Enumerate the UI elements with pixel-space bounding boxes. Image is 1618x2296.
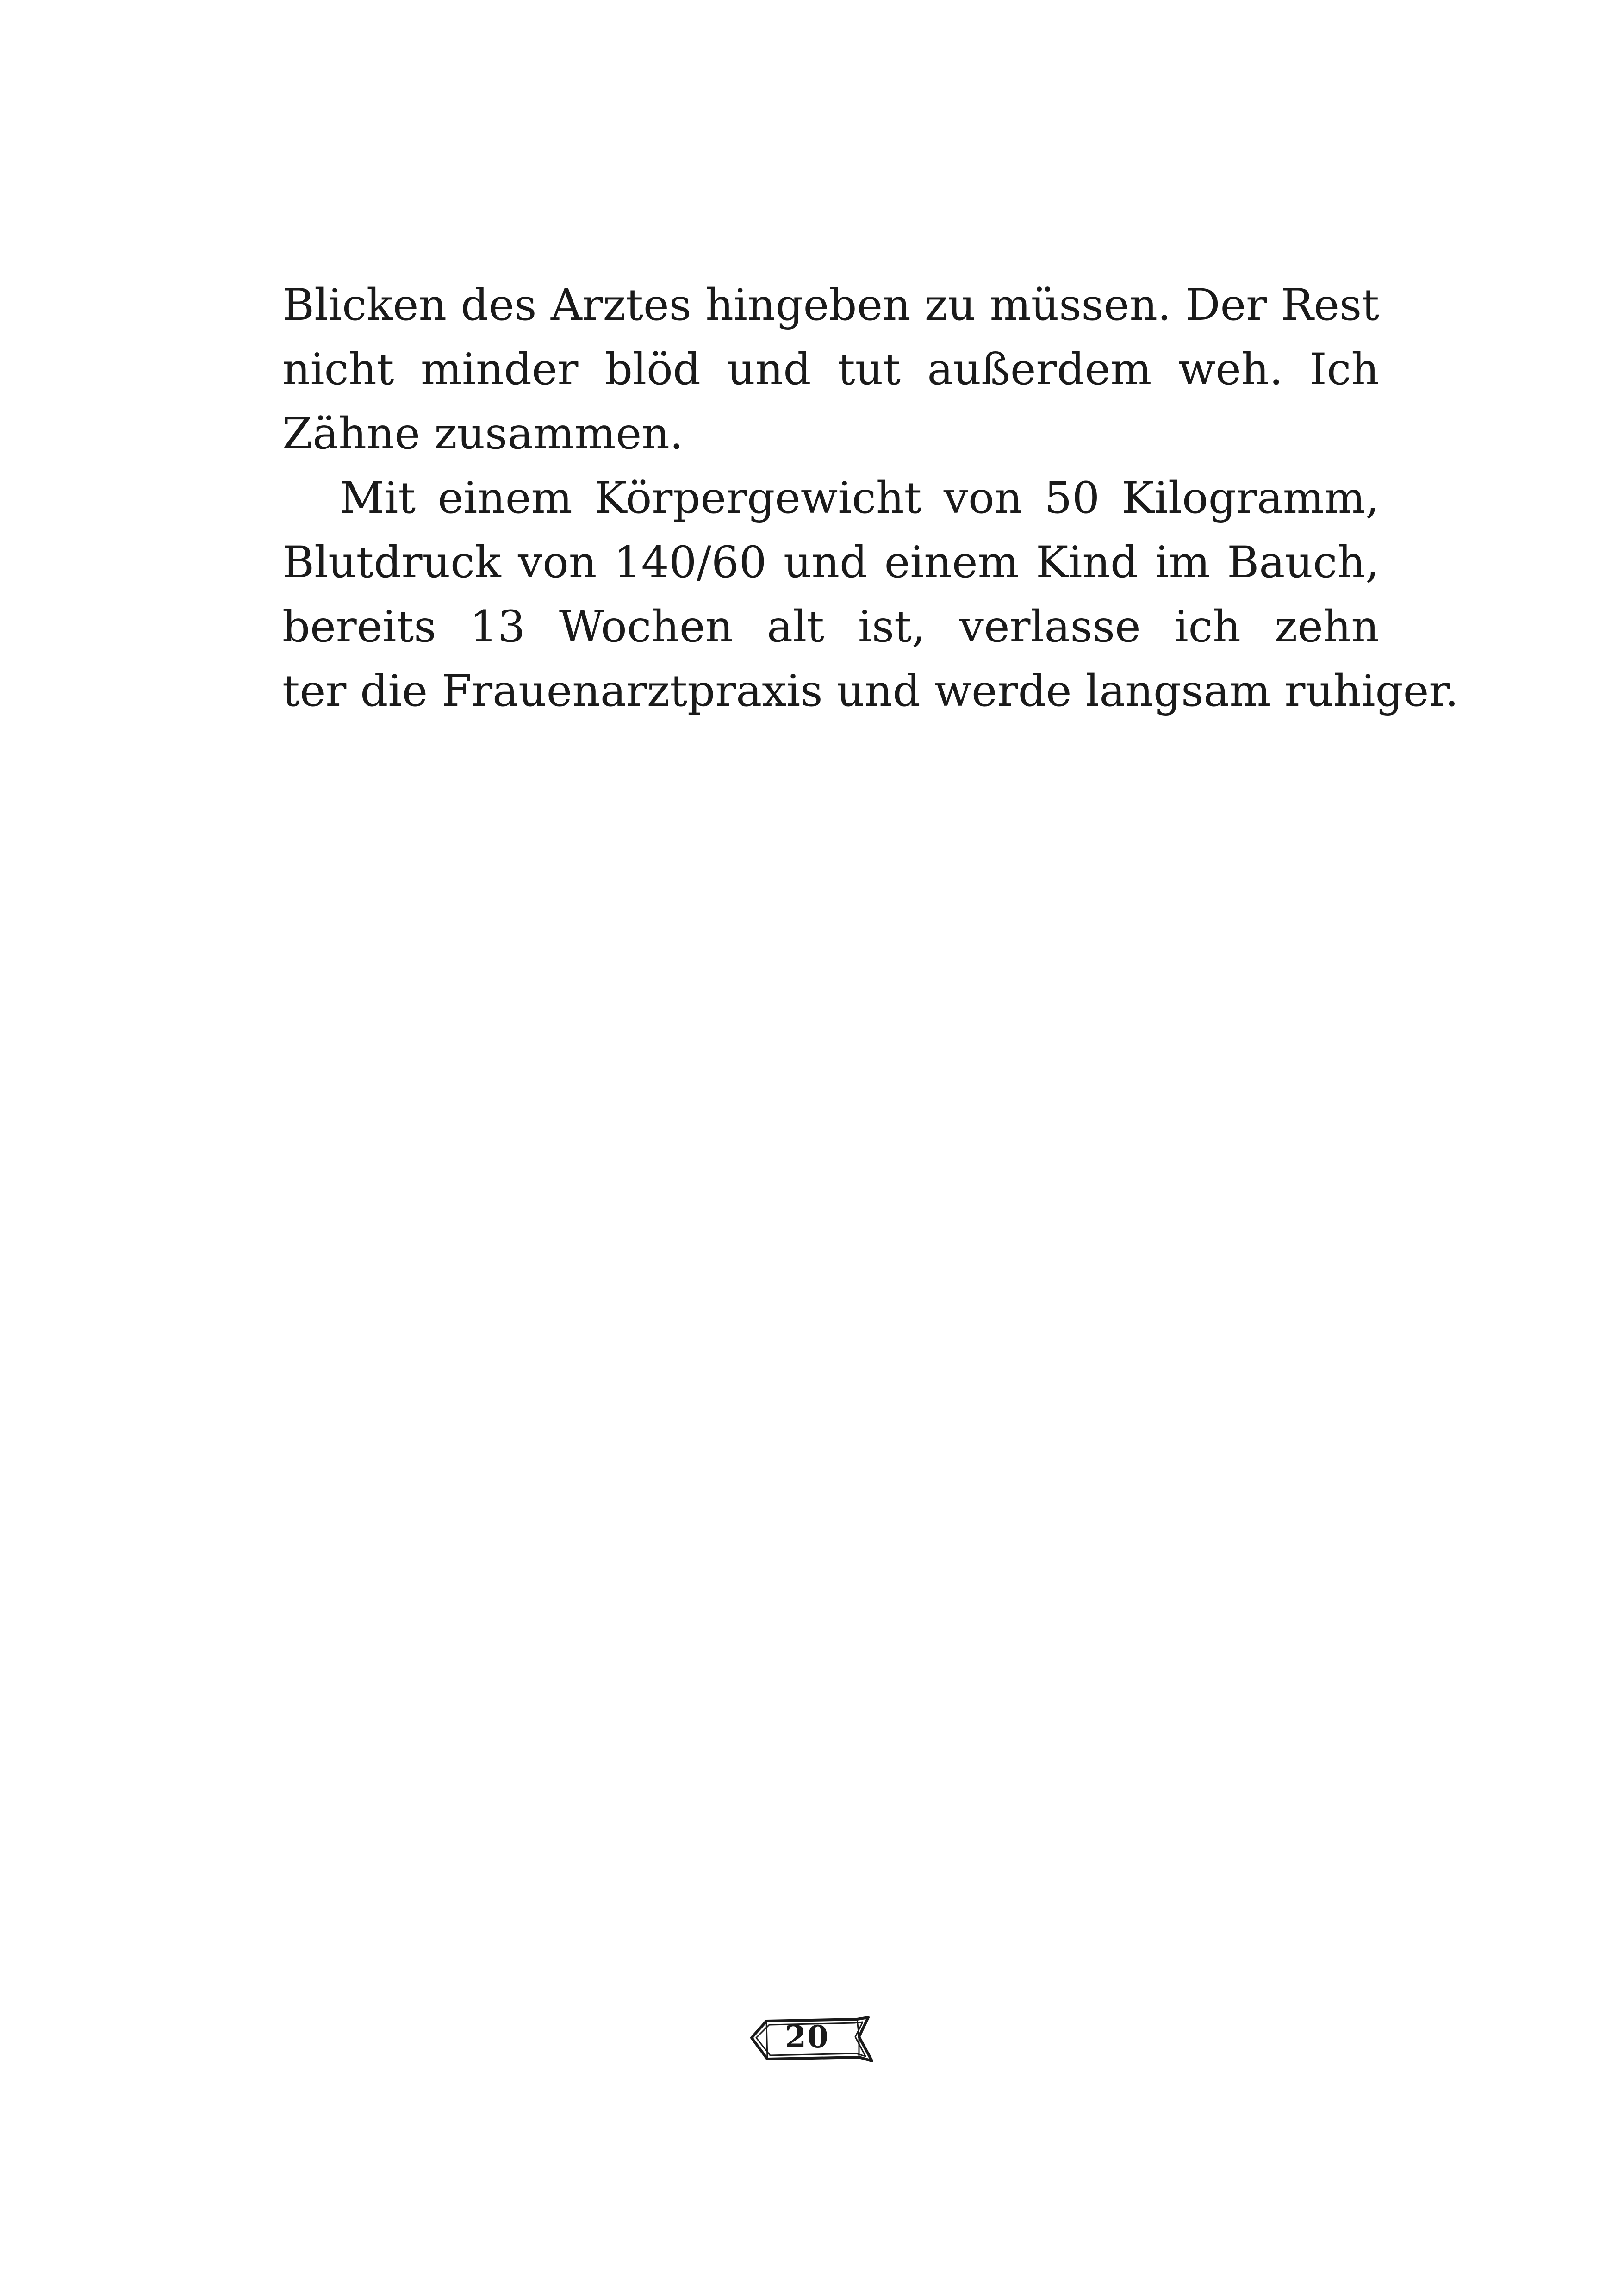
text-line: bereits 13 Wochen alt ist, verlasse ich zehn [282,602,1379,652]
paragraph-1 [282,273,1379,466]
body-text [282,273,1459,723]
text-line: Zähne zusammen. [282,409,684,459]
text-line: ter die Frauenarztpraxis und werde langsam ruhiger. [282,666,1459,716]
text-line: Mit einem Körpergewicht von 50 Kilogramm, [340,473,1379,523]
paragraph-2 [282,466,1459,723]
text-line: Blicken des Arztes hingeben zu müssen. Der Rest [282,280,1379,330]
text-line: Blutdruck von 140/60 und einem Kind im Bauch, [282,537,1379,588]
text-line: nicht minder blöd und tut außerdem weh. Ich [282,344,1379,395]
page-number-folio [738,2011,877,2066]
page-number: 20 [785,2019,829,2055]
